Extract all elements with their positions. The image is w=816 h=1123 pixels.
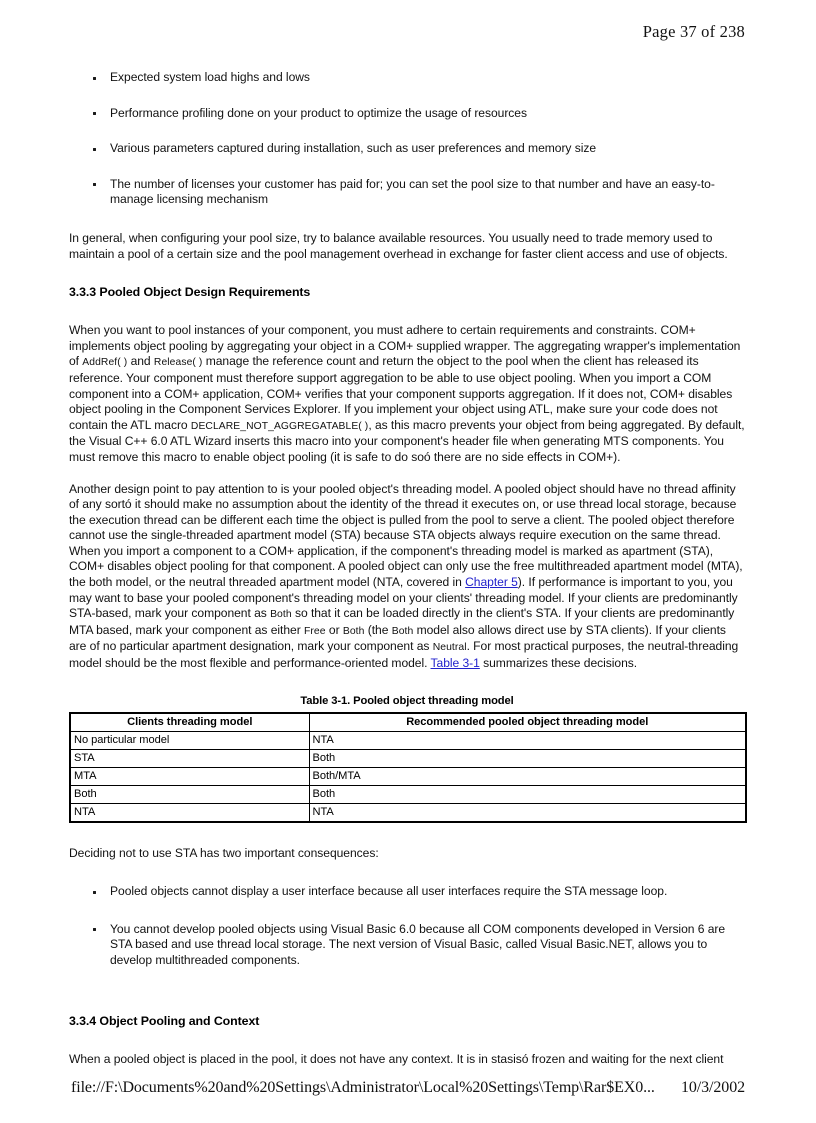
list-item-label: Performance profiling done on your product to optimize the usage of resources — [110, 105, 527, 120]
page-footer — [71, 1079, 745, 1097]
text-run: model also allows direct use by STA clients). If your clients are of no particular apartment designation, mark your component as — [69, 622, 726, 654]
table-cell-recommended-model: NTA — [309, 731, 746, 749]
list-item-label: Various parameters captured during installation, such as user preferences and memory size — [110, 141, 597, 156]
bullet-icon — [93, 112, 96, 115]
term-both: Both — [270, 609, 292, 621]
heading-3-3-4: 3.3.4 Object Pooling and Context — [69, 1013, 260, 1028]
list-item — [69, 922, 745, 969]
table-cell-recommended-model: Both — [309, 749, 746, 767]
table-cell-client-model: MTA — [70, 767, 309, 785]
bullet-icon — [93, 183, 96, 186]
list-item-label: Pooled objects cannot display a user interface because all user interfaces require the STA message loop. — [110, 884, 668, 899]
text-run: or — [325, 622, 343, 637]
paragraph-general: In general, when configuring your pool size, try to balance available resources. You usually need to trade memory used to maintain a pool of a certain size and the pool management overhead in exchange for faster client access and use of objects. — [69, 230, 728, 261]
footer-date: 10/3/2002 — [681, 1079, 745, 1096]
list-item-label: The number of licenses your customer has paid for; you can set the pool size to that number and have an easy-to-manage licensing mechanism — [110, 176, 715, 207]
paragraph-threading-model — [69, 482, 745, 672]
text-run: When you want to pool instances of your component, you must adhere to certain requirements and constraints. COM+ implements object pooling by aggregating your object in a COM+ supplied wrapper. The aggregating wrapper's implementation of — [69, 323, 741, 369]
table-header-row — [70, 713, 746, 732]
text-run: (the — [364, 622, 392, 637]
table-cell-client-model: Both — [70, 785, 309, 803]
intro-bullet-list — [69, 70, 745, 208]
list-item-label: You cannot develop pooled objects using Visual Basic 6.0 because all COM components developed in Version 6 are STA based and use thread local storage. The next version of Visual Basic, called Visual Basic.NET, allows you to develop multithreaded components. — [110, 921, 726, 967]
bullet-icon — [93, 148, 96, 151]
code-release: Release( ) — [153, 357, 203, 369]
table-row — [70, 731, 746, 749]
text-run: . For most practical purposes, the neutral-threading model should be the most flexible and performance-oriented model. — [69, 639, 739, 671]
table-cell-client-model: STA — [70, 749, 309, 767]
table-row — [70, 749, 746, 767]
text-run: manage the reference count and return the object to the pool when the client has released its reference. Your component must therefore support aggregation to be able to use object pooling. When you import a COM component into a COM+ application, COM+ verifies that your component supports aggregation. If it does not, COM+ disables object pooling in the Component Services Explorer. If you implement your object using ATL, make sure your code does not contain the ATL macro — [69, 354, 733, 432]
list-item — [69, 106, 745, 122]
text-run: Another design point to pay attention to is your pooled object's threading model. A pooled object should have no thread affinity of any sortó it should make no assumption about the identity of the thread it executes on, or use thread local storage, because the execution thread can be different each time the object is pulled from the pool to serve a client. The pooled object therefore cannot use the single-threaded apartment model (STA) because STA objects always require execution on the same thread. When you import a component to a COM+ application, if the component's threading model is marked as apartment (STA), COM+ disables object pooling for that component. A pooled object can only use the free multithreaded apartment model (MTA), the both model, or the neutral threaded apartment model (NTA, covered in — [69, 481, 743, 590]
table-caption: Table 3-1. Pooled object threading model — [300, 694, 514, 707]
bullet-icon — [93, 928, 96, 931]
threading-model-table — [69, 712, 747, 823]
bullet-icon — [93, 77, 96, 80]
term-free: Free — [304, 625, 326, 637]
text-run: , as this macro prevents your object from being aggregated. By default, the Visual C++ 6.0 ATL Wizard inserts this macro into your component's header file when generating MTS components. You must remove this macro to enable object pooling (it is safe to do soó there are no side effects in COM+). — [69, 417, 745, 464]
paragraph-object-pooling-context: When a pooled object is placed in the pool, it does not have any context. It is in stasisó frozen and waiting for the next client — [69, 1051, 724, 1066]
list-item — [69, 177, 745, 208]
table-row — [70, 803, 746, 822]
term-both: Both — [391, 625, 414, 637]
column-header-clients-threading-model: Clients threading model — [70, 713, 309, 732]
consequences-bullet-list — [69, 884, 745, 968]
paragraph-pooled-requirements — [69, 323, 745, 465]
heading-3-3-3: 3.3.3 Pooled Object Design Requirements — [69, 285, 311, 300]
link-chapter-5[interactable]: Chapter 5 — [465, 575, 518, 590]
table-3-1-wrapper — [69, 695, 745, 823]
term-neutral: Neutral — [432, 642, 467, 654]
bullet-icon — [93, 891, 96, 894]
text-run: ). If performance is important to you, you may want to base your pooled component's threading model on your clients' threading model. If your clients are predominantly STA-based, mark your component as — [69, 575, 738, 621]
page-content — [69, 70, 745, 1067]
footer-file-path: file://F:\Documents%20and%20Settings\Administrator\Local%20Settings\Temp\Rar$EX0... — [71, 1079, 655, 1096]
table-cell-recommended-model: Both/MTA — [309, 767, 746, 785]
table-cell-recommended-model: NTA — [309, 803, 746, 822]
text-run: so that it can be loaded directly in the client's STA. If your clients are predominantly MTA based, mark your component as either — [69, 606, 735, 637]
page-number-label: Page 37 of 238 — [642, 22, 745, 41]
paragraph-deciding: Deciding not to use STA has two important consequences: — [69, 845, 379, 860]
column-header-recommended-pooled-object-threading-model: Recommended pooled object threading model — [309, 713, 746, 732]
code-addref: AddRef( ) — [82, 357, 128, 369]
table-cell-recommended-model: Both — [309, 785, 746, 803]
link-table-3-1[interactable]: Table 3-1 — [430, 656, 480, 671]
table-row — [70, 767, 746, 785]
list-item — [69, 141, 745, 157]
list-item-label: Expected system load highs and lows — [110, 70, 310, 84]
page-header — [0, 22, 745, 42]
list-item — [69, 70, 745, 86]
list-item — [69, 884, 745, 900]
text-run: and — [127, 354, 154, 369]
table-cell-client-model: No particular model — [70, 731, 309, 749]
table-cell-client-model: NTA — [70, 803, 309, 822]
code-declare-not-aggregatable: DECLARE_NOT_AGGREGATABLE( ) — [190, 420, 369, 432]
table-row — [70, 785, 746, 803]
term-both: Both — [342, 625, 365, 637]
text-run: summarizes these decisions. — [479, 656, 638, 671]
